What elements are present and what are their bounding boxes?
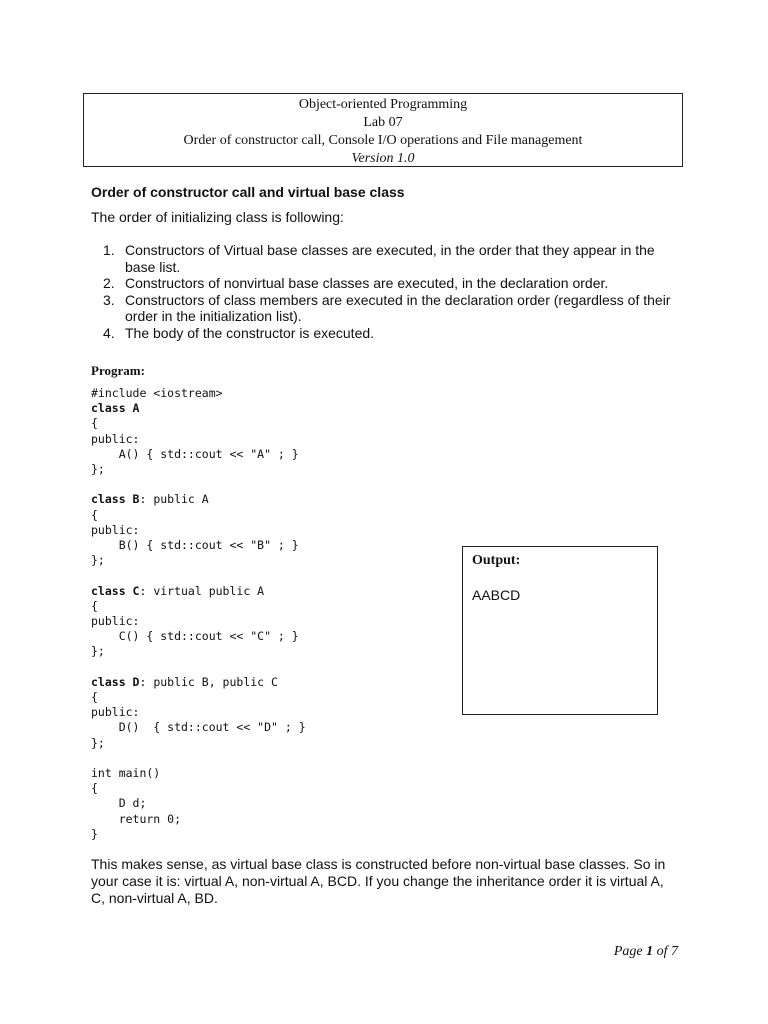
code-line xyxy=(91,492,209,506)
code-line xyxy=(91,447,299,461)
section-heading: Order of constructor call and virtual base class xyxy=(91,184,405,200)
code-line xyxy=(91,766,160,780)
code-text: D() { std::cout << "D" ; } xyxy=(91,720,306,735)
code-text: }; xyxy=(91,553,105,568)
code-text: : public A xyxy=(139,492,209,507)
page-current: 1 xyxy=(646,944,654,959)
output-value: AABCD xyxy=(472,587,521,603)
constructor-order-list xyxy=(91,242,681,341)
code-line xyxy=(91,401,139,415)
code-text: A() { std::cout << "A" ; } xyxy=(91,446,299,461)
code-text: C() { std::cout << "C" ; } xyxy=(91,629,299,644)
code-text: { xyxy=(91,507,98,522)
lab-number: Lab 07 xyxy=(363,115,403,130)
code-line xyxy=(91,584,264,598)
code-line xyxy=(91,796,146,810)
list-item xyxy=(91,275,681,292)
code-line xyxy=(91,812,181,826)
list-text: Constructors of Virtual base classes are executed, in the order that they appear in the base list. xyxy=(125,242,655,275)
page-prefix: Page xyxy=(613,944,647,959)
code-text: public: xyxy=(91,431,140,446)
program-label: Program: xyxy=(91,363,145,378)
page-number xyxy=(614,944,678,960)
code-line xyxy=(91,827,98,841)
code-text: public: xyxy=(91,614,140,629)
code-text: public: xyxy=(91,705,140,720)
code-text: { xyxy=(91,598,98,613)
page-total: 7 xyxy=(671,944,678,959)
list-text: The body of the constructor is executed. xyxy=(125,324,375,341)
code-text: D d; xyxy=(91,796,147,811)
code-line xyxy=(91,523,139,537)
code-text: { xyxy=(91,416,98,431)
code-text: #include <iostream> xyxy=(91,386,223,400)
code-text: }; xyxy=(91,644,105,659)
list-number: 1. xyxy=(103,242,115,258)
code-line xyxy=(91,432,139,446)
code-text: } xyxy=(91,826,98,841)
code-line xyxy=(91,720,306,734)
code-text: { xyxy=(91,781,98,796)
code-keyword: class A xyxy=(91,401,140,416)
code-line xyxy=(91,644,105,658)
intro-text: The order of initializing class is following: xyxy=(91,209,344,225)
version-label: Version 1.0 xyxy=(351,151,415,166)
code-line xyxy=(91,614,139,628)
code-keyword: class D xyxy=(91,674,140,689)
code-keyword: class C xyxy=(91,583,140,598)
conclusion-text: This makes sense, as virtual base class is constructed before non-virtual base classes. So in your case it is: virtual A, non-virtual A, BCD. If you change the inheritance order it is virtual A, C, non-virtual A, BD. xyxy=(91,856,666,906)
code-text: public: xyxy=(91,522,140,537)
code-line xyxy=(91,553,105,567)
code-block xyxy=(91,386,306,842)
code-keyword: class B xyxy=(91,492,140,507)
list-item xyxy=(91,325,681,342)
code-line xyxy=(91,508,98,522)
code-line xyxy=(91,690,98,704)
code-text: B() { std::cout << "B" ; } xyxy=(91,538,299,553)
code-text: }; xyxy=(91,462,105,477)
list-number: 2. xyxy=(103,275,115,291)
course-title: Object-oriented Programming xyxy=(298,97,468,112)
code-line xyxy=(91,781,98,795)
code-text: : public B, public C xyxy=(139,674,278,689)
list-item xyxy=(91,292,681,325)
code-line xyxy=(91,538,299,552)
code-text: }; xyxy=(91,735,105,750)
output-box xyxy=(462,546,658,715)
list-text: Constructors of class members are executed in the declaration order (regardless of their order in the initialization list). xyxy=(125,291,671,324)
code-line xyxy=(91,462,105,476)
code-text: { xyxy=(91,690,98,705)
page-mid: of xyxy=(653,944,671,959)
code-line xyxy=(91,386,223,400)
list-item xyxy=(91,242,681,275)
code-text: return 0; xyxy=(91,811,182,826)
code-line xyxy=(91,629,299,643)
code-line xyxy=(91,416,98,430)
list-number: 4. xyxy=(103,324,115,341)
code-text: : virtual public A xyxy=(139,583,265,598)
lab-topic: Order of constructor call, Console I/O operations and File management xyxy=(183,133,583,148)
list-text: Constructors of nonvirtual base classes are executed, in the declaration order. xyxy=(125,275,609,291)
code-text: int main() xyxy=(91,766,161,781)
list-number: 3. xyxy=(103,291,115,308)
code-line xyxy=(91,599,98,613)
code-line xyxy=(91,705,139,719)
code-line xyxy=(91,675,278,689)
document-header xyxy=(83,93,683,167)
code-line xyxy=(91,736,105,750)
output-title: Output: xyxy=(472,553,521,568)
